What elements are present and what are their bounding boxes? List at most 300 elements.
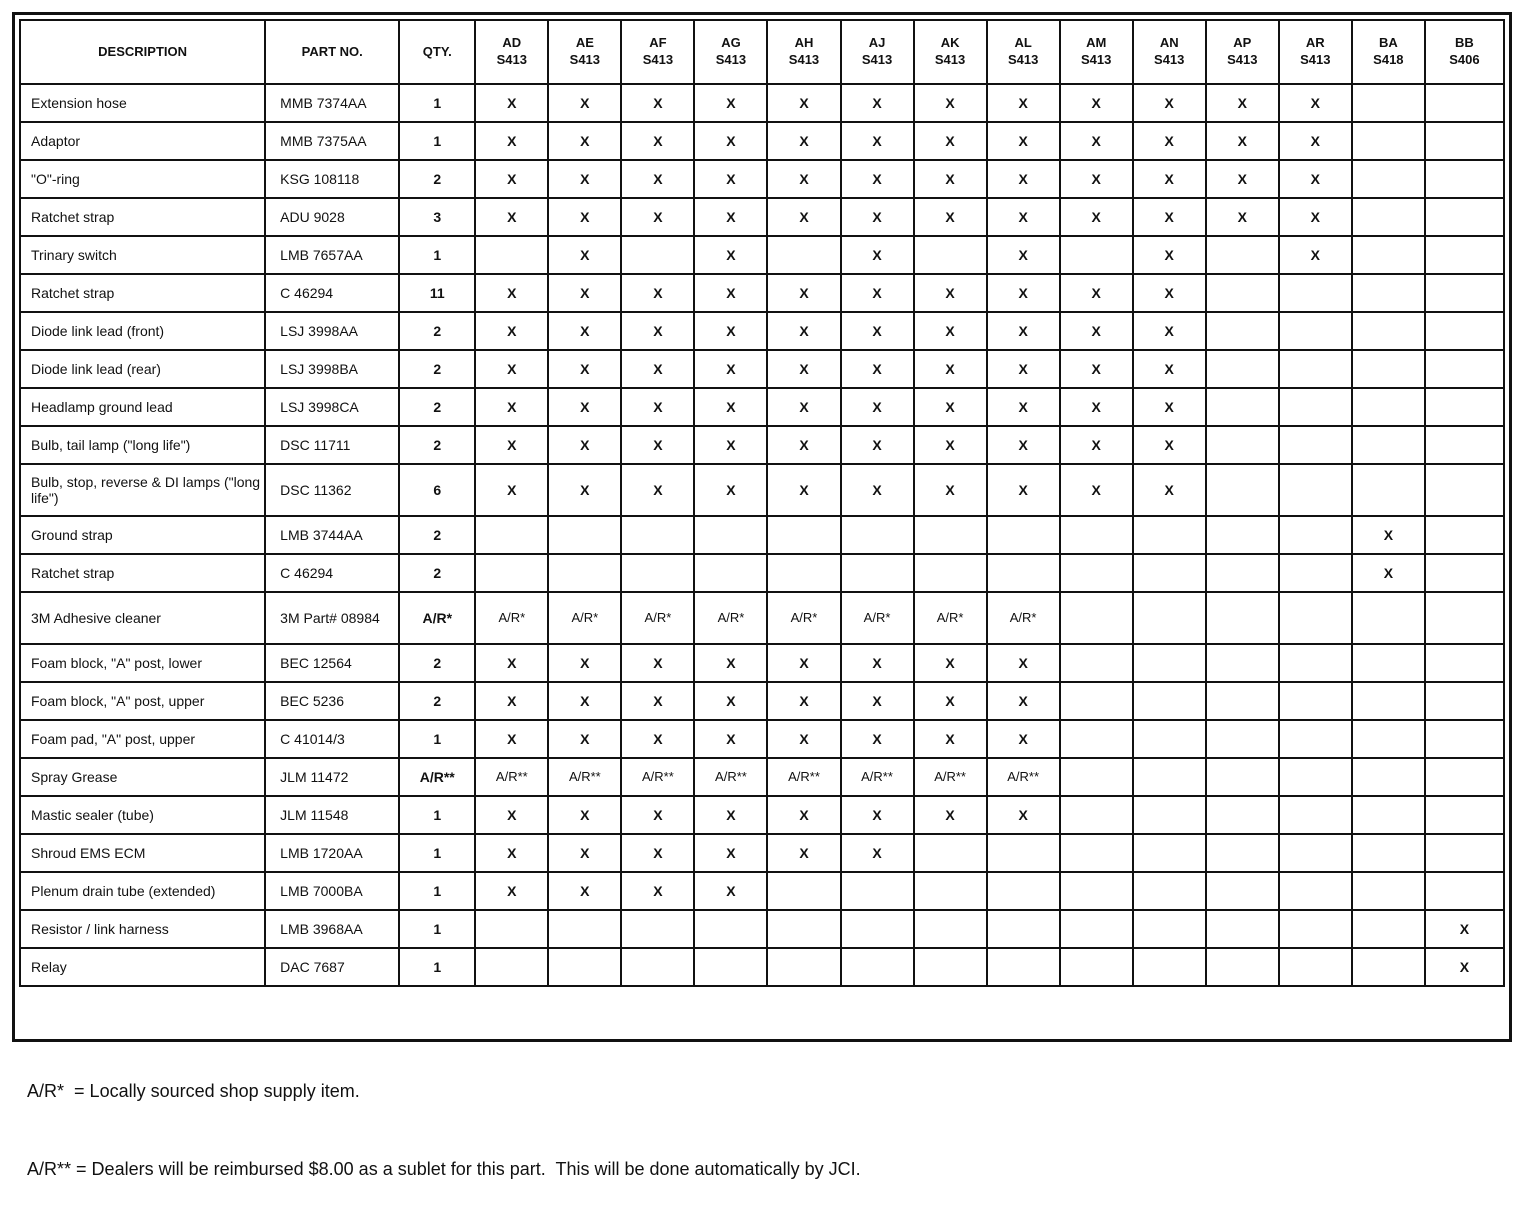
footnote-2 (8, 1130, 1208, 1208)
cell-application-mark (1206, 274, 1279, 312)
cell-application-mark: X (548, 350, 621, 388)
cell-application-mark: X (694, 682, 767, 720)
cell-application-mark: X (694, 236, 767, 274)
cell-application-mark: X (767, 682, 840, 720)
cell-quantity: 1 (399, 236, 475, 274)
cell-application-mark: X (621, 796, 694, 834)
cell-application-mark (767, 948, 840, 986)
cell-application-mark (1206, 796, 1279, 834)
cell-application-mark (1060, 554, 1133, 592)
cell-application-mark: X (548, 274, 621, 312)
cell-application-mark (548, 948, 621, 986)
cell-application-mark: X (1279, 84, 1352, 122)
cell-application-mark: X (1133, 84, 1206, 122)
cell-application-mark: A/R* (914, 592, 987, 644)
cell-application-mark: X (1206, 160, 1279, 198)
cell-application-mark: X (621, 388, 694, 426)
table-row (20, 554, 1504, 592)
cell-application-mark: X (548, 872, 621, 910)
cell-application-mark: X (621, 84, 694, 122)
cell-application-mark (1352, 350, 1425, 388)
column-header-model: S418 (1373, 52, 1404, 67)
cell-application-mark: X (987, 84, 1060, 122)
cell-part-number: C 46294 (265, 554, 399, 592)
cell-application-mark (1206, 312, 1279, 350)
cell-quantity: 2 (399, 350, 475, 388)
parts-table (19, 19, 1505, 987)
cell-application-mark (1425, 198, 1504, 236)
cell-application-mark (1206, 644, 1279, 682)
cell-application-mark: X (914, 350, 987, 388)
cell-part-number: JLM 11548 (265, 796, 399, 834)
cell-application-mark (1279, 274, 1352, 312)
cell-application-mark: X (1425, 948, 1504, 986)
cell-application-mark: X (841, 160, 914, 198)
cell-application-mark: X (767, 274, 840, 312)
column-header (987, 20, 1060, 84)
cell-application-mark: X (1352, 554, 1425, 592)
cell-application-mark: X (694, 160, 767, 198)
column-header-name: AK (940, 35, 960, 51)
footnote-text: = Dealers will be reimbursed $8.00 as a sublet for this part. This will be done automatically by JCI. (76, 1159, 861, 1179)
column-header-name: BB (1455, 35, 1474, 51)
cell-part-number: BEC 12564 (265, 644, 399, 682)
cell-application-mark (1060, 758, 1133, 796)
cell-application-mark (841, 948, 914, 986)
column-header-name: QTY. (422, 43, 452, 59)
parts-sheet (12, 12, 1512, 1042)
cell-application-mark: X (841, 834, 914, 872)
cell-application-mark (1133, 796, 1206, 834)
column-header-name: AF (649, 35, 667, 51)
cell-description: Headlamp ground lead (20, 388, 265, 426)
cell-application-mark (1352, 236, 1425, 274)
cell-application-mark (767, 236, 840, 274)
cell-application-mark (1279, 834, 1352, 872)
cell-application-mark: X (841, 426, 914, 464)
cell-application-mark (1060, 592, 1133, 644)
cell-application-mark: X (767, 720, 840, 758)
cell-part-number: LMB 7000BA (265, 872, 399, 910)
cell-application-mark: X (1060, 198, 1133, 236)
cell-quantity: 2 (399, 426, 475, 464)
table-row (20, 464, 1504, 516)
cell-application-mark (1133, 682, 1206, 720)
table-row (20, 682, 1504, 720)
cell-application-mark: A/R** (694, 758, 767, 796)
cell-application-mark (1279, 554, 1352, 592)
column-header (399, 20, 475, 84)
cell-application-mark: X (694, 644, 767, 682)
cell-application-mark (475, 910, 548, 948)
cell-application-mark (1279, 910, 1352, 948)
cell-application-mark: X (1133, 236, 1206, 274)
column-header (1279, 20, 1352, 84)
cell-application-mark (1206, 554, 1279, 592)
cell-application-mark (1133, 872, 1206, 910)
table-row (20, 834, 1504, 872)
table-row (20, 720, 1504, 758)
cell-application-mark: X (767, 388, 840, 426)
column-header-name: PART NO. (301, 43, 363, 59)
cell-application-mark: X (914, 312, 987, 350)
column-header (694, 20, 767, 84)
cell-application-mark (767, 554, 840, 592)
cell-application-mark: X (841, 644, 914, 682)
cell-application-mark (1425, 464, 1504, 516)
table-row (20, 388, 1504, 426)
cell-application-mark (694, 516, 767, 554)
column-header (20, 20, 265, 84)
cell-application-mark (1133, 834, 1206, 872)
column-header-name: AR (1305, 35, 1325, 51)
cell-application-mark: X (1206, 122, 1279, 160)
cell-application-mark: X (1133, 464, 1206, 516)
cell-application-mark (475, 236, 548, 274)
cell-application-mark: X (841, 122, 914, 160)
cell-application-mark: X (694, 720, 767, 758)
cell-application-mark: X (767, 426, 840, 464)
cell-description: Ratchet strap (20, 554, 265, 592)
column-header-model: S413 (496, 52, 527, 67)
cell-application-mark: X (475, 388, 548, 426)
cell-application-mark: X (548, 236, 621, 274)
column-header (1060, 20, 1133, 84)
cell-application-mark (1352, 274, 1425, 312)
cell-application-mark (987, 948, 1060, 986)
column-header-name: AG (721, 35, 741, 51)
cell-application-mark: X (841, 464, 914, 516)
cell-application-mark (621, 236, 694, 274)
cell-description: Adaptor (20, 122, 265, 160)
cell-application-mark: X (914, 198, 987, 236)
cell-quantity: 2 (399, 312, 475, 350)
table-row (20, 274, 1504, 312)
cell-part-number: 3M Part# 08984 (265, 592, 399, 644)
cell-application-mark: A/R** (767, 758, 840, 796)
cell-application-mark (621, 516, 694, 554)
table-row (20, 592, 1504, 644)
cell-application-mark (841, 516, 914, 554)
cell-application-mark: X (475, 84, 548, 122)
cell-part-number: DSC 11711 (265, 426, 399, 464)
cell-application-mark (621, 554, 694, 592)
cell-application-mark: X (914, 644, 987, 682)
cell-application-mark (987, 834, 1060, 872)
cell-application-mark: A/R* (621, 592, 694, 644)
cell-application-mark (1060, 910, 1133, 948)
cell-application-mark: X (548, 720, 621, 758)
cell-application-mark: X (1060, 122, 1133, 160)
cell-application-mark: X (548, 312, 621, 350)
cell-application-mark (1425, 350, 1504, 388)
cell-part-number: LMB 7657AA (265, 236, 399, 274)
cell-description: Diode link lead (rear) (20, 350, 265, 388)
column-header (767, 20, 840, 84)
cell-application-mark (1425, 554, 1504, 592)
cell-application-mark (914, 948, 987, 986)
cell-part-number: LSJ 3998BA (265, 350, 399, 388)
cell-part-number: BEC 5236 (265, 682, 399, 720)
cell-application-mark: X (475, 312, 548, 350)
cell-application-mark (1279, 644, 1352, 682)
cell-application-mark: X (621, 720, 694, 758)
cell-application-mark: X (548, 198, 621, 236)
cell-application-mark (1352, 682, 1425, 720)
column-header (1352, 20, 1425, 84)
cell-application-mark (914, 872, 987, 910)
cell-application-mark (1060, 644, 1133, 682)
cell-application-mark: X (841, 236, 914, 274)
cell-application-mark (1279, 350, 1352, 388)
table-row (20, 516, 1504, 554)
cell-application-mark (1352, 160, 1425, 198)
cell-application-mark (1060, 796, 1133, 834)
column-header-name: AE (575, 35, 594, 51)
cell-application-mark: X (1133, 426, 1206, 464)
column-header-name: AJ (868, 35, 886, 51)
cell-application-mark (914, 516, 987, 554)
cell-application-mark (1352, 592, 1425, 644)
cell-application-mark (1352, 796, 1425, 834)
cell-application-mark (1060, 720, 1133, 758)
cell-application-mark: X (1133, 122, 1206, 160)
column-header-model: S413 (934, 52, 966, 67)
cell-application-mark (1206, 948, 1279, 986)
cell-quantity: 1 (399, 122, 475, 160)
cell-application-mark: A/R* (475, 592, 548, 644)
cell-application-mark: X (767, 84, 840, 122)
column-header-model: S413 (715, 52, 747, 67)
cell-application-mark (1279, 872, 1352, 910)
cell-application-mark: X (1060, 388, 1133, 426)
cell-application-mark (1352, 720, 1425, 758)
cell-quantity: 1 (399, 796, 475, 834)
cell-application-mark (1279, 516, 1352, 554)
cell-application-mark: X (1060, 350, 1133, 388)
cell-description: Plenum drain tube (extended) (20, 872, 265, 910)
cell-quantity: 1 (399, 872, 475, 910)
cell-application-mark: X (987, 426, 1060, 464)
cell-application-mark: X (621, 160, 694, 198)
column-header (841, 20, 914, 84)
cell-application-mark (1206, 350, 1279, 388)
column-header (1133, 20, 1206, 84)
cell-application-mark: X (694, 274, 767, 312)
cell-description: Extension hose (20, 84, 265, 122)
cell-part-number: C 46294 (265, 274, 399, 312)
cell-application-mark: X (1279, 160, 1352, 198)
cell-application-mark (1279, 682, 1352, 720)
column-header (548, 20, 621, 84)
cell-application-mark (1206, 426, 1279, 464)
cell-application-mark: X (621, 872, 694, 910)
cell-application-mark: X (1206, 84, 1279, 122)
cell-application-mark: X (621, 198, 694, 236)
cell-application-mark: X (548, 464, 621, 516)
cell-part-number: DSC 11362 (265, 464, 399, 516)
cell-application-mark: X (694, 350, 767, 388)
cell-application-mark: X (914, 122, 987, 160)
cell-application-mark (621, 910, 694, 948)
cell-application-mark (1352, 312, 1425, 350)
column-header-name: AD (502, 35, 522, 51)
table-row (20, 796, 1504, 834)
cell-application-mark: X (914, 426, 987, 464)
cell-quantity: 1 (399, 720, 475, 758)
cell-application-mark: A/R* (987, 592, 1060, 644)
cell-application-mark: X (1206, 198, 1279, 236)
cell-application-mark (475, 554, 548, 592)
cell-application-mark (1425, 84, 1504, 122)
cell-description: Resistor / link harness (20, 910, 265, 948)
column-header-name: AH (794, 35, 814, 51)
cell-description: Foam pad, "A" post, upper (20, 720, 265, 758)
cell-application-mark: A/R** (475, 758, 548, 796)
cell-application-mark (767, 872, 840, 910)
cell-application-mark: X (1060, 84, 1133, 122)
cell-application-mark: X (475, 198, 548, 236)
cell-application-mark: X (767, 644, 840, 682)
cell-application-mark (1425, 236, 1504, 274)
cell-application-mark (1206, 516, 1279, 554)
cell-application-mark: X (987, 350, 1060, 388)
cell-application-mark: X (1133, 160, 1206, 198)
cell-description: Foam block, "A" post, lower (20, 644, 265, 682)
cell-application-mark: X (1425, 910, 1504, 948)
cell-application-mark (1425, 516, 1504, 554)
table-row (20, 236, 1504, 274)
cell-description: 3M Adhesive cleaner (20, 592, 265, 644)
cell-quantity: 6 (399, 464, 475, 516)
cell-application-mark: X (548, 682, 621, 720)
cell-application-mark (1133, 758, 1206, 796)
cell-application-mark: X (694, 198, 767, 236)
cell-application-mark: X (475, 274, 548, 312)
cell-application-mark (767, 910, 840, 948)
cell-quantity: 2 (399, 388, 475, 426)
cell-application-mark: X (621, 312, 694, 350)
cell-quantity: 2 (399, 644, 475, 682)
cell-application-mark (1279, 592, 1352, 644)
cell-application-mark: A/R* (841, 592, 914, 644)
column-header (265, 20, 399, 84)
column-header-name: BA (1378, 35, 1398, 51)
column-header-name: DESCRIPTION (98, 43, 187, 59)
cell-application-mark: X (1133, 350, 1206, 388)
cell-application-mark: X (694, 388, 767, 426)
cell-application-mark: X (914, 388, 987, 426)
cell-application-mark (1060, 872, 1133, 910)
cell-description: Trinary switch (20, 236, 265, 274)
column-header (914, 20, 987, 84)
cell-application-mark (1133, 910, 1206, 948)
footnote-symbol: A/R** (27, 1159, 72, 1179)
cell-application-mark: X (475, 796, 548, 834)
cell-description: Shroud EMS ECM (20, 834, 265, 872)
cell-application-mark (1425, 426, 1504, 464)
cell-application-mark (1206, 910, 1279, 948)
cell-application-mark: X (987, 236, 1060, 274)
cell-application-mark (1060, 516, 1133, 554)
cell-application-mark: X (987, 682, 1060, 720)
cell-application-mark: X (1352, 516, 1425, 554)
cell-part-number: LMB 1720AA (265, 834, 399, 872)
cell-application-mark: X (1279, 236, 1352, 274)
cell-part-number: LSJ 3998CA (265, 388, 399, 426)
cell-application-mark: X (621, 834, 694, 872)
cell-application-mark: X (1060, 464, 1133, 516)
cell-application-mark (1279, 388, 1352, 426)
cell-application-mark (548, 910, 621, 948)
cell-application-mark (841, 554, 914, 592)
cell-quantity: A/R* (399, 592, 475, 644)
cell-application-mark (1425, 796, 1504, 834)
cell-application-mark: X (841, 274, 914, 312)
cell-quantity: 1 (399, 84, 475, 122)
cell-description: Mastic sealer (tube) (20, 796, 265, 834)
cell-part-number: LSJ 3998AA (265, 312, 399, 350)
column-header (621, 20, 694, 84)
cell-application-mark: X (767, 464, 840, 516)
cell-application-mark: X (694, 464, 767, 516)
cell-application-mark: X (987, 796, 1060, 834)
cell-application-mark: X (694, 84, 767, 122)
column-header-model: S413 (788, 52, 820, 67)
cell-application-mark (987, 516, 1060, 554)
cell-application-mark: X (914, 720, 987, 758)
cell-application-mark: X (841, 720, 914, 758)
cell-application-mark: X (841, 388, 914, 426)
cell-application-mark: X (694, 834, 767, 872)
cell-application-mark: X (475, 682, 548, 720)
cell-application-mark (1279, 758, 1352, 796)
table-row (20, 426, 1504, 464)
cell-application-mark (1206, 388, 1279, 426)
cell-application-mark: X (621, 464, 694, 516)
cell-application-mark (1060, 682, 1133, 720)
cell-application-mark: X (987, 644, 1060, 682)
cell-application-mark (1352, 872, 1425, 910)
cell-quantity: 11 (399, 274, 475, 312)
cell-application-mark: X (914, 796, 987, 834)
cell-quantity: 2 (399, 554, 475, 592)
cell-quantity: 2 (399, 160, 475, 198)
cell-application-mark: X (621, 644, 694, 682)
cell-application-mark: X (1060, 160, 1133, 198)
cell-application-mark: X (1060, 426, 1133, 464)
cell-application-mark: X (548, 84, 621, 122)
cell-application-mark (1133, 948, 1206, 986)
column-header-model: S413 (1154, 52, 1185, 67)
cell-application-mark (1352, 426, 1425, 464)
cell-application-mark: X (694, 796, 767, 834)
cell-application-mark: X (841, 312, 914, 350)
cell-application-mark: X (767, 834, 840, 872)
cell-application-mark: X (621, 122, 694, 160)
cell-application-mark (1425, 758, 1504, 796)
cell-application-mark: A/R* (767, 592, 840, 644)
cell-application-mark: X (548, 122, 621, 160)
cell-application-mark (1352, 198, 1425, 236)
cell-application-mark: X (767, 198, 840, 236)
cell-application-mark (475, 516, 548, 554)
cell-application-mark: X (1133, 312, 1206, 350)
cell-application-mark: X (475, 122, 548, 160)
cell-application-mark: X (987, 464, 1060, 516)
table-row (20, 350, 1504, 388)
cell-part-number: LMB 3744AA (265, 516, 399, 554)
